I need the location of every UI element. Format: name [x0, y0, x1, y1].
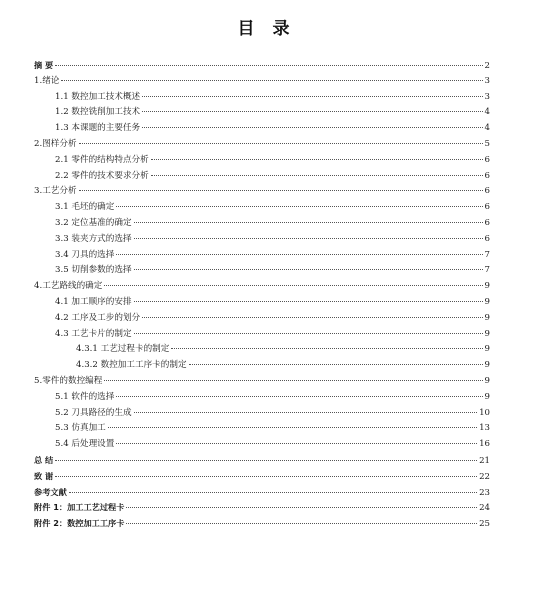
toc-entry-label: 附件 1：加工工艺过程卡 [34, 502, 125, 513]
toc-entry-label: 5.1 软件的选择 [55, 391, 115, 402]
toc-entry[interactable] [34, 311, 490, 327]
toc-entry-page-number: 2 [484, 61, 490, 71]
toc-entry-page-number: 6 [484, 217, 490, 228]
toc-entry[interactable] [34, 137, 490, 153]
toc-entry-page-number: 10 [479, 407, 490, 418]
toc-entry-label: 5.2 刀具路径的生成 [55, 407, 132, 418]
toc-entry[interactable] [34, 263, 490, 279]
dot-leader [142, 127, 482, 128]
toc-entry[interactable] [34, 58, 490, 74]
dot-leader [79, 143, 483, 144]
dot-leader [134, 333, 483, 334]
toc-entry-label: 5.零件的数控编程 [34, 375, 103, 386]
dot-leader [55, 476, 477, 477]
toc-entry-label: 3.5 切削参数的选择 [55, 265, 132, 276]
toc-entry[interactable] [34, 342, 490, 358]
toc-entry[interactable] [34, 453, 490, 469]
toc-entry-page-number: 13 [479, 423, 490, 434]
dot-leader [116, 206, 482, 207]
toc-entry-page-number: 25 [479, 519, 490, 530]
toc-entry-page-number: 21 [479, 455, 490, 466]
toc-entry-label: 总 结 [34, 454, 54, 465]
toc-entry[interactable] [34, 295, 490, 311]
toc-entry-page-number: 6 [484, 170, 490, 181]
toc-entry-label: 4.2 工序及工步的划分 [55, 312, 141, 323]
toc-entry-label: 4.3.1 工艺过程卡的制定 [76, 344, 170, 355]
toc-entry-label: 3.工艺分析 [34, 186, 77, 197]
toc-entry-label: 1.绪论 [34, 75, 60, 86]
toc-entry[interactable] [34, 421, 490, 437]
toc-entry-page-number: 23 [479, 487, 490, 498]
toc-entry[interactable] [34, 358, 490, 374]
toc-entry[interactable] [34, 169, 490, 185]
dot-leader [142, 317, 482, 318]
table-of-contents [34, 58, 490, 532]
toc-entry-label: 参考文献 [34, 486, 67, 497]
toc-entry-label: 附件 2：数控加工工序卡 [34, 518, 125, 529]
toc-entry-label: 4.1 加工顺序的安排 [55, 296, 132, 307]
toc-entry-label: 3.2 定位基准的确定 [55, 217, 132, 228]
page-title: 目 录 [237, 19, 296, 39]
toc-entry[interactable] [34, 406, 490, 422]
dot-leader [108, 427, 477, 428]
toc-entry-label: 摘 要 [34, 60, 54, 70]
dot-leader [134, 238, 483, 239]
toc-entry[interactable] [34, 374, 490, 390]
toc-entry[interactable] [34, 469, 490, 485]
toc-entry-page-number: 4 [484, 107, 490, 118]
dot-leader [116, 396, 482, 397]
dot-leader [104, 285, 482, 286]
toc-entry[interactable] [34, 437, 490, 453]
toc-entry-label: 3.3 装夹方式的选择 [55, 233, 132, 244]
dot-leader [126, 507, 477, 508]
dot-leader [116, 254, 482, 255]
toc-entry[interactable] [34, 279, 490, 295]
toc-entry[interactable] [34, 485, 490, 501]
toc-entry-page-number: 24 [479, 503, 490, 514]
toc-entry-label: 2.图样分析 [34, 138, 77, 149]
dot-leader [151, 175, 483, 176]
dot-leader [142, 111, 482, 112]
dot-leader [134, 301, 483, 302]
toc-entry-page-number: 9 [484, 296, 490, 307]
toc-entry-label: 5.3 仿真加工 [55, 423, 106, 434]
toc-entry-page-number: 4 [484, 123, 490, 134]
dot-leader [55, 65, 482, 66]
toc-entry[interactable] [34, 184, 490, 200]
toc-entry-page-number: 9 [484, 281, 490, 292]
toc-entry-label: 3.4 刀具的选择 [55, 249, 115, 260]
toc-entry[interactable] [34, 200, 490, 216]
toc-entry[interactable] [34, 327, 490, 343]
toc-entry[interactable] [34, 153, 490, 169]
toc-entry[interactable] [34, 74, 490, 90]
toc-entry-label: 4.工艺路线的确定 [34, 281, 103, 292]
dot-leader [189, 364, 483, 365]
toc-entry-page-number: 9 [484, 375, 490, 386]
toc-entry-page-number: 9 [484, 360, 490, 371]
dot-leader [134, 269, 483, 270]
toc-entry-label: 3.1 毛坯的确定 [55, 202, 115, 213]
dot-leader [134, 412, 478, 413]
dot-leader [116, 443, 477, 444]
toc-entry-page-number: 22 [479, 471, 490, 482]
toc-entry-page-number: 9 [484, 328, 490, 339]
toc-entry-page-number: 9 [484, 312, 490, 323]
dot-leader [79, 190, 483, 191]
toc-entry-page-number: 6 [484, 154, 490, 165]
toc-entry-label: 1.3 本课题的主要任务 [55, 123, 141, 134]
toc-entry-page-number: 16 [479, 439, 490, 450]
toc-entry[interactable] [34, 232, 490, 248]
toc-entry[interactable] [34, 121, 490, 137]
dot-leader [55, 460, 477, 461]
dot-leader [61, 80, 482, 81]
toc-entry-label: 5.4 后处理设置 [55, 439, 115, 450]
toc-entry[interactable] [34, 516, 490, 532]
toc-entry-page-number: 9 [484, 391, 490, 402]
dot-leader [142, 96, 482, 97]
toc-entry-page-number: 7 [484, 249, 490, 260]
toc-entry-label: 4.3.2 数控加工工序卡的制定 [76, 360, 187, 371]
dot-leader [134, 222, 483, 223]
toc-entry-page-number: 3 [484, 91, 490, 102]
dot-leader [171, 348, 482, 349]
toc-entry-label: 2.2 零件的技术要求分析 [55, 170, 149, 181]
toc-entry[interactable] [34, 216, 490, 232]
toc-entry-page-number: 7 [484, 265, 490, 276]
toc-entry-label: 致 谢 [34, 470, 54, 481]
dot-leader [151, 159, 483, 160]
toc-entry-page-number: 3 [484, 75, 490, 86]
dot-leader [69, 492, 477, 493]
dot-leader [104, 380, 482, 381]
toc-entry[interactable] [34, 248, 490, 264]
toc-entry[interactable] [34, 500, 490, 516]
toc-entry[interactable] [34, 390, 490, 406]
toc-entry-label: 1.1 数控加工技术概述 [55, 91, 141, 102]
toc-entry-page-number: 6 [484, 186, 490, 197]
toc-entry-label: 2.1 零件的结构特点分析 [55, 154, 149, 165]
toc-entry[interactable] [34, 105, 490, 121]
toc-entry-page-number: 6 [484, 233, 490, 244]
toc-entry[interactable] [34, 90, 490, 106]
dot-leader [126, 523, 477, 524]
toc-entry-page-number: 5 [484, 138, 490, 149]
toc-entry-label: 1.2 数控铣削加工技术 [55, 107, 141, 118]
toc-entry-page-number: 9 [484, 344, 490, 355]
toc-entry-page-number: 6 [484, 202, 490, 213]
toc-entry-label: 4.3 工艺卡片的制定 [55, 328, 132, 339]
